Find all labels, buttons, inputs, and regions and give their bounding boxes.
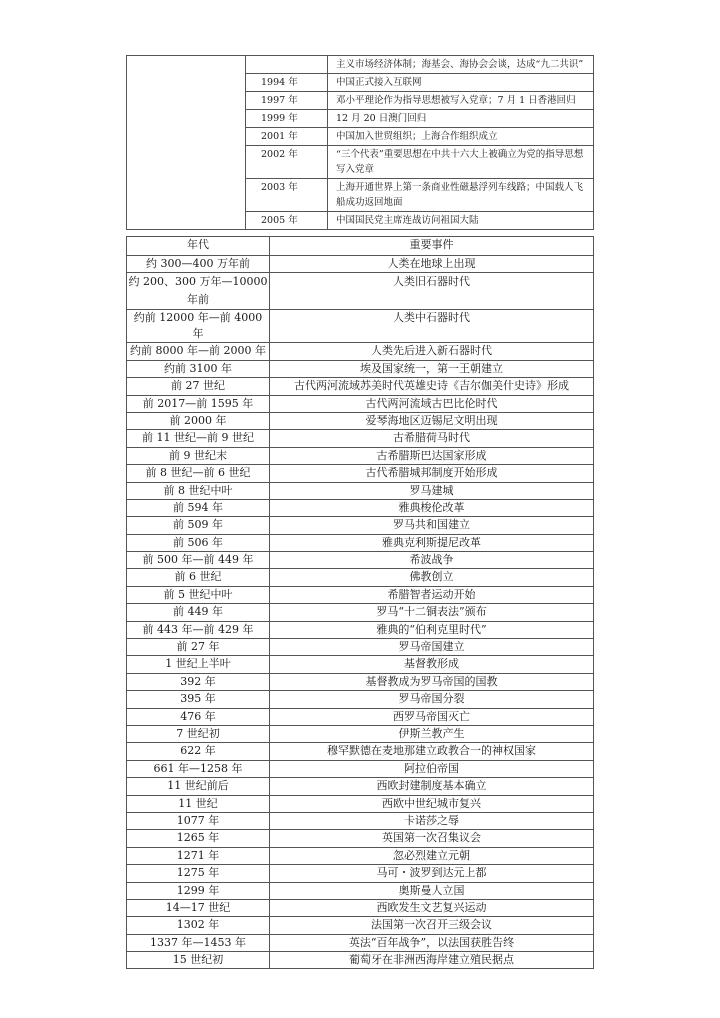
table-row: [127, 934, 594, 951]
event-cell: 雅典梭伦改革: [270, 499, 594, 516]
table-row: [127, 482, 594, 499]
table-row: [127, 256, 594, 273]
era-cell: 14—17 世纪: [127, 899, 270, 916]
era-cell: 前 2017—前 1595 年: [127, 395, 270, 412]
era-cell: 前 6 世纪: [127, 569, 270, 586]
table-row: [127, 412, 594, 429]
event-cell: 罗马共和国建立: [270, 517, 594, 534]
event-cell: 穆罕默德在麦地那建立政教合一的神权国家: [270, 743, 594, 760]
year-cell: 2005 年: [246, 212, 328, 230]
era-cell: 前 27 世纪: [127, 378, 270, 395]
era-cell: 15 世纪初: [127, 952, 270, 969]
event-cell: 中国加入世贸组织；上海合作组织成立: [328, 128, 594, 146]
event-cell: 西罗马帝国灭亡: [270, 708, 594, 725]
event-cell: 人类在地球上出现: [270, 256, 594, 273]
event-cell: 西欧封建制度基本确立: [270, 778, 594, 795]
event-cell: 雅典克利斯提尼改革: [270, 534, 594, 551]
event-cell: 人类中石器时代: [270, 310, 594, 343]
era-cell: 476 年: [127, 708, 270, 725]
year-cell: 1994 年: [246, 74, 328, 92]
era-cell: 约前 12000 年—前 4000 年: [127, 310, 270, 343]
event-cell: 雅典的“伯利克里时代”: [270, 621, 594, 638]
era-cell: 前 449 年: [127, 604, 270, 621]
table-row: [127, 778, 594, 795]
event-cell: 罗马建城: [270, 482, 594, 499]
table-row: [127, 795, 594, 812]
event-cell: 中国正式接入互联网: [328, 74, 594, 92]
table-row: [127, 534, 594, 551]
era-cell: 1077 年: [127, 812, 270, 829]
era-cell: 622 年: [127, 743, 270, 760]
era-cell: 前 9 世纪末: [127, 447, 270, 464]
main-table-body: [127, 256, 594, 969]
event-cell: 埃及国家统一，第一王朝建立: [270, 360, 594, 377]
era-cell: 1299 年: [127, 882, 270, 899]
table-row: [127, 917, 594, 934]
event-cell: 马可・波罗到达元上都: [270, 865, 594, 882]
era-cell: 约前 3100 年: [127, 360, 270, 377]
era-cell: 11 世纪前后: [127, 778, 270, 795]
table-row: [127, 310, 594, 343]
era-cell: 661 年—1258 年: [127, 760, 270, 777]
event-cell: 法国第一次召开三级会议: [270, 917, 594, 934]
event-cell: 罗马帝国建立: [270, 639, 594, 656]
year-cell: 2001 年: [246, 128, 328, 146]
table-row: [127, 586, 594, 603]
event-cell: 古希腊荷马时代: [270, 430, 594, 447]
event-cell: 西欧中世纪城市复兴: [270, 795, 594, 812]
table-row: [127, 343, 594, 360]
table-row: [127, 56, 594, 74]
event-cell: 罗马“十二铜表法”颁布: [270, 604, 594, 621]
table-row: [127, 725, 594, 742]
table-row: [127, 430, 594, 447]
era-cell: 前 443 年—前 429 年: [127, 621, 270, 638]
era-cell: 392 年: [127, 673, 270, 690]
era-cell: 1275 年: [127, 865, 270, 882]
table-row: [127, 465, 594, 482]
event-cell: 主义市场经济体制；海基会、海协会会谈，达成“九二共识”: [328, 56, 594, 74]
event-cell: 葡萄牙在非洲西海岸建立殖民据点: [270, 952, 594, 969]
year-cell: 2002 年: [246, 146, 328, 179]
era-cell: 1302 年: [127, 917, 270, 934]
table-row: [127, 656, 594, 673]
event-cell: 佛教创立: [270, 569, 594, 586]
event-cell: 英国第一次召集议会: [270, 830, 594, 847]
event-cell: 上海开通世界上第一条商业性磁悬浮列车线路；中国载人飞船成功返回地面: [328, 179, 594, 212]
event-cell: 伊斯兰教产生: [270, 725, 594, 742]
empty-spanning-cell: [127, 56, 246, 230]
table-row: [127, 743, 594, 760]
era-cell: 前 11 世纪—前 9 世纪: [127, 430, 270, 447]
era-cell: 前 594 年: [127, 499, 270, 516]
table-row: [127, 273, 594, 310]
era-cell: 前 8 世纪—前 6 世纪: [127, 465, 270, 482]
table-row: [127, 760, 594, 777]
era-cell: 前 506 年: [127, 534, 270, 551]
table-row: [127, 447, 594, 464]
table-row: [127, 673, 594, 690]
era-cell: 1271 年: [127, 847, 270, 864]
era-column-header: 年代: [127, 237, 270, 256]
era-cell: 约前 8000 年—前 2000 年: [127, 343, 270, 360]
era-cell: 前 500 年—前 449 年: [127, 552, 270, 569]
event-column-header: 重要事件: [270, 237, 594, 256]
event-cell: 人类旧石器时代: [270, 273, 594, 310]
era-cell: 前 509 年: [127, 517, 270, 534]
event-cell: 阿拉伯帝国: [270, 760, 594, 777]
table-row: [127, 360, 594, 377]
year-cell: 1999 年: [246, 110, 328, 128]
event-cell: 古希腊斯巴达国家形成: [270, 447, 594, 464]
table-row: [127, 621, 594, 638]
event-cell: 人类先后进入新石器时代: [270, 343, 594, 360]
event-cell: 古代两河流域苏美时代英雄史诗《吉尔伽美什史诗》形成: [270, 378, 594, 395]
era-cell: 约 300—400 万年前: [127, 256, 270, 273]
event-cell: 奥斯曼人立国: [270, 882, 594, 899]
era-cell: 约 200、300 万年—10000 年前: [127, 273, 270, 310]
table-row: [127, 378, 594, 395]
table-row: [127, 952, 594, 969]
event-cell: 邓小平理论作为指导思想被写入党章；7 月 1 日香港回归: [328, 92, 594, 110]
table-row: [127, 569, 594, 586]
table-row: [127, 812, 594, 829]
world-history-timeline-table: [126, 236, 594, 969]
year-cell: 1997 年: [246, 92, 328, 110]
table-row: [127, 847, 594, 864]
table-row: [127, 517, 594, 534]
table-row: [127, 552, 594, 569]
event-cell: 古代两河流域古巴比伦时代: [270, 395, 594, 412]
era-cell: 前 8 世纪中叶: [127, 482, 270, 499]
era-cell: 前 2000 年: [127, 412, 270, 429]
era-cell: 1265 年: [127, 830, 270, 847]
event-cell: 古代希腊城邦制度开始形成: [270, 465, 594, 482]
era-cell: 395 年: [127, 691, 270, 708]
event-cell: 罗马帝国分裂: [270, 691, 594, 708]
top-table-body: [127, 56, 594, 230]
event-cell: 西欧发生文艺复兴运动: [270, 899, 594, 916]
event-cell: 12 月 20 日澳门回归: [328, 110, 594, 128]
table-row: [127, 708, 594, 725]
event-cell: 忽必烈建立元朝: [270, 847, 594, 864]
table-row: [127, 604, 594, 621]
event-cell: “三个代表”重要思想在中共十六大上被确立为党的指导思想写入党章: [328, 146, 594, 179]
year-cell: 2003 年: [246, 179, 328, 212]
event-cell: 基督教成为罗马帝国的国教: [270, 673, 594, 690]
event-cell: 中国国民党主席连战访问祖国大陆: [328, 212, 594, 230]
table-row: [127, 691, 594, 708]
table-row: [127, 899, 594, 916]
event-cell: 基督教形成: [270, 656, 594, 673]
era-cell: 前 5 世纪中叶: [127, 586, 270, 603]
era-cell: 11 世纪: [127, 795, 270, 812]
event-cell: 爱琴海地区迈锡尼文明出现: [270, 412, 594, 429]
year-cell: [246, 56, 328, 74]
table-row: [127, 865, 594, 882]
event-cell: 希波战争: [270, 552, 594, 569]
era-cell: 1 世纪上半叶: [127, 656, 270, 673]
table-row: [127, 830, 594, 847]
table-row: [127, 499, 594, 516]
timeline-table-continuation: [126, 55, 594, 230]
event-cell: 英法“百年战争”，以法国获胜告终: [270, 934, 594, 951]
table-row: [127, 395, 594, 412]
era-cell: 1337 年—1453 年: [127, 934, 270, 951]
event-cell: 希腊智者运动开始: [270, 586, 594, 603]
event-cell: 卡诺莎之辱: [270, 812, 594, 829]
table-row: [127, 639, 594, 656]
table-row: [127, 882, 594, 899]
era-cell: 7 世纪初: [127, 725, 270, 742]
era-cell: 前 27 年: [127, 639, 270, 656]
header-row: [127, 237, 594, 256]
